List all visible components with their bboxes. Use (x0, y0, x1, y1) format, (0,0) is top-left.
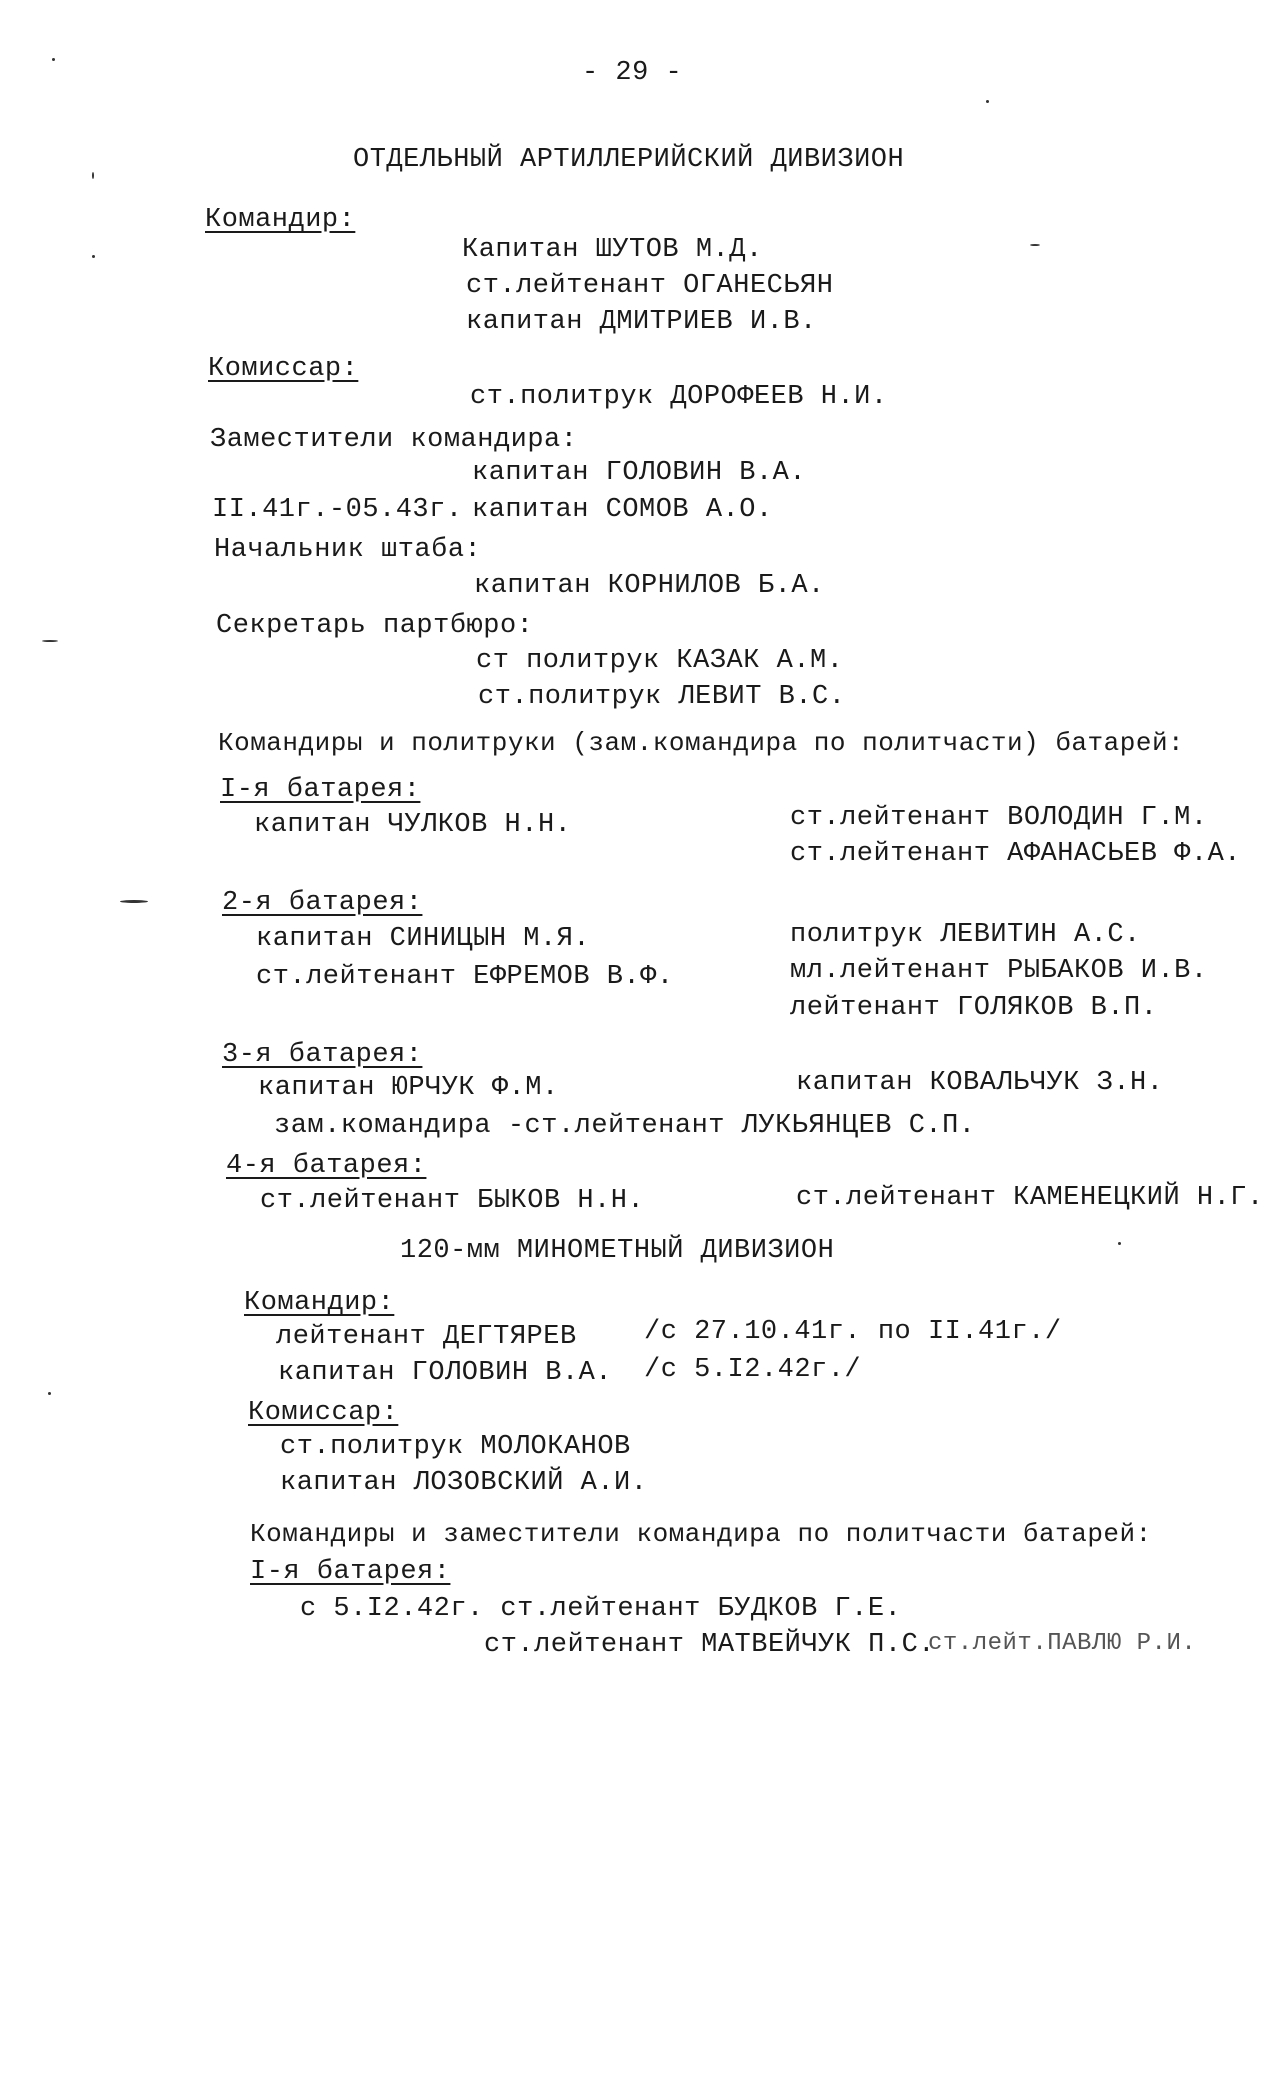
battery-1-officer-faint: ст.лейт.ПАВЛЮ Р.И. (928, 1630, 1197, 1657)
commander-name: капитан ГОЛОВИН В.А. (278, 1358, 613, 1388)
scan-speck (52, 58, 55, 61)
battery-2-commander: ст.лейтенант ЕФРЕМОВ В.Ф. (256, 962, 674, 992)
commissar-name: ст.политрук МОЛОКАНОВ (280, 1432, 631, 1462)
deputies-label: Заместители командира: (210, 425, 578, 455)
battery-3-label: 3-я батарея: (222, 1040, 423, 1070)
batteries-header: Командиры и заместители командира по политчасти батарей: (250, 1519, 1152, 1549)
battery-2-officer: лейтенант ГОЛЯКОВ В.П. (790, 993, 1158, 1023)
scan-speck (48, 1392, 51, 1395)
batteries-header: Командиры и политруки (зам.командира по политчасти) батарей: (218, 728, 1185, 758)
battery-4-commander: ст.лейтенант БЫКОВ Н.Н. (260, 1186, 645, 1216)
commander-period: /с 5.I2.42г./ (644, 1355, 862, 1385)
deputy-period: II.41г.-05.43г. (212, 495, 463, 525)
battery-4-officer: ст.лейтенант КАМЕНЕЦКИЙ Н.Г. (796, 1183, 1264, 1213)
commander-name: капитан ДМИТРИЕВ И.В. (466, 307, 817, 337)
commander-period: /с 27.10.41г. по II.41г./ (644, 1317, 1062, 1347)
page-number: - 29 - (582, 58, 683, 88)
commissar-name: ст.политрук ДОРОФЕЕВ Н.И. (470, 382, 888, 412)
battery-2-officer: политрук ЛЕВИТИН А.С. (790, 920, 1141, 950)
battery-1-officer: ст.лейтенант АФАНАСЬЕВ Ф.А. (790, 839, 1241, 869)
scan-speck (92, 172, 94, 179)
commander-label: Командир: (205, 205, 356, 235)
battery-1-label: I-я батарея: (250, 1557, 451, 1587)
battery-1-commander: капитан ЧУЛКОВ Н.Н. (254, 810, 572, 840)
chief-of-staff-label: Начальник штаба: (214, 535, 482, 565)
battery-1-officer: ст.лейтенант ВОЛОДИН Г.М. (790, 803, 1208, 833)
battery-2-commander: капитан СИНИЦЫН М.Я. (256, 924, 591, 954)
commissar-label: Комиссар: (248, 1398, 399, 1428)
battery-1-officer: ст.лейтенант МАТВЕЙЧУК П.С. (484, 1630, 935, 1660)
battery-1-commander: с 5.I2.42г. ст.лейтенант БУДКОВ Г.Е. (300, 1594, 902, 1624)
battery-3-officer: капитан КОВАЛЬЧУК З.Н. (796, 1068, 1164, 1098)
party-secretary-label: Секретарь партбюро: (216, 611, 534, 641)
party-secretary-name: ст политрук КАЗАК А.М. (476, 646, 844, 676)
commander-name: лейтенант ДЕГТЯРЕВ (276, 1322, 577, 1352)
commissar-label: Комиссар: (208, 354, 359, 384)
commander-label: Командир: (244, 1288, 395, 1318)
scan-speck (42, 640, 58, 642)
battery-4-label: 4-я батарея: (226, 1151, 427, 1181)
scan-speck (1118, 1242, 1121, 1245)
scan-speck (1030, 244, 1040, 246)
battery-3-deputy: зам.командира -ст.лейтенант ЛУКЬЯНЦЕВ С.П. (274, 1111, 976, 1141)
deputy-name: капитан СОМОВ А.О. (472, 495, 773, 525)
battery-2-officer: мл.лейтенант РЫБАКОВ И.В. (790, 956, 1208, 986)
commander-name: Капитан ШУТОВ М.Д. (462, 235, 763, 265)
scan-speck (986, 100, 989, 103)
battery-2-label: 2-я батарея: (222, 888, 423, 918)
section-title-mortar: 120-мм МИНОМЕТНЫЙ ДИВИЗИОН (400, 1236, 835, 1266)
party-secretary-name: ст.политрук ЛЕВИТ В.С. (478, 682, 846, 712)
section-title-artillery: ОТДЕЛЬНЫЙ АРТИЛЛЕРИЙСКИЙ ДИВИЗИОН (353, 145, 905, 175)
deputy-name: капитан ГОЛОВИН В.А. (472, 458, 807, 488)
battery-1-label: I-я батарея: (220, 775, 421, 805)
commander-name: ст.лейтенант ОГАНЕСЬЯН (466, 271, 834, 301)
commissar-name: капитан ЛОЗОВСКИЙ А.И. (280, 1468, 648, 1498)
scan-speck (120, 900, 148, 903)
battery-3-commander: капитан ЮРЧУК Ф.М. (258, 1073, 559, 1103)
scan-speck (92, 255, 95, 258)
chief-of-staff-name: капитан КОРНИЛОВ Б.А. (474, 571, 825, 601)
